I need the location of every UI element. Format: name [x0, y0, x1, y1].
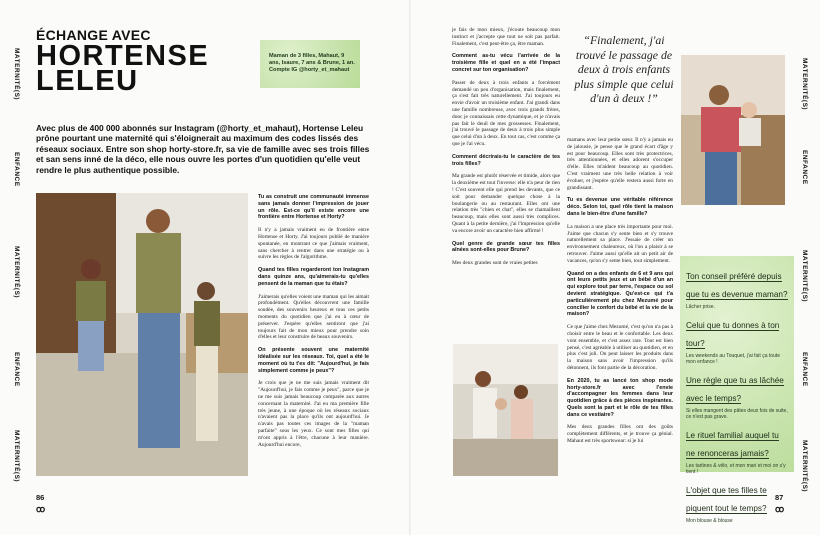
section-tab: ENFANCE [13, 152, 20, 187]
section-tab: MATERNITÉ(S) [13, 48, 20, 101]
section-tab: MATERNITÉ(S) [801, 58, 808, 111]
page-gutter [409, 0, 411, 535]
section-tab: ENFANCE [13, 352, 20, 387]
interview-answer: Mes deux grandes filles ont des goûts complètement différents, et je trouve ça génial. Mahaut est très sportswear: si je lui [567, 424, 673, 445]
headline-line: LELEU [36, 65, 139, 97]
bio-text: Maman de 3 filles, Mahaut, 9 ans, Isaure, 7 ans & Brune, 1 an. Compte IG @horty_et_mahaut [269, 53, 355, 73]
qa-question: Celui que tu donnes à ton tour? [686, 321, 780, 348]
qa-item [686, 480, 788, 524]
interview-question: Quand on a des enfants de 6 et 9 ans qui ont leurs petits jeux et un bébé d'un an qui explore tout par terre, l'espace ou sol devient stratégique. Qu'est-ce qui t'a particulièrement plu chez Mezumé pour concilier le confort du bébé et la vie de la maison? [567, 270, 673, 318]
family-photo [36, 193, 248, 476]
interview-question: Quand tes filles regarderont ton Instagram dans quinze ans, qu'aimerais-tu qu'elles pensent de la maman que tu étais? [258, 267, 369, 287]
interview-question: Tu es devenue une véritable référence déco. Selon toi, quel rôle tient la maison dans le bien-être d'une famille? [567, 197, 673, 217]
interview-question: Tu as construit une communauté immense sans jamais donner l'impression de jouer un rôle. Est-ce qu'il existe encore une frontière entre Hortense et Horty? [258, 194, 369, 221]
article-column [452, 27, 560, 273]
interview-answer: Il n'y a jamais vraiment eu de frontière entre Hortense et Horty. J'ai toujours publié de manière spontanée, en montrant ce que j'aimais vraiment, sans chercher à rentrer dans une stratégie ou à suivre les règles de l'algorithme. [258, 227, 369, 261]
article-column [567, 137, 673, 451]
page-number-left: 86 [36, 493, 45, 502]
headline-line: HORTENSE [36, 40, 210, 72]
section-tab: ENFANCE [801, 150, 808, 185]
section-tab: ENFANCE [801, 352, 808, 387]
qa-item [686, 370, 788, 420]
qa-answer: Si elles mangent des pâtes deux fois de suite, ce n'est pas grave. [686, 408, 788, 420]
section-tab: MATERNITÉ(S) [801, 440, 808, 493]
interview-answer: La maison a une place très importante pour moi. J'aime que chacun s'y sente bien et s'y trouve naturellement sa place. J'essaie de créer un environnement chaleureux, où l'on a plaisir à se retrouver. J'aime aussi qu'elle ait un petit air de vacances, qu'on s'y sente bien, tout simplement. [567, 223, 673, 264]
sisters-photo [453, 344, 558, 476]
interview-answer: Mes deux grandes sont de vraies petites [452, 260, 538, 267]
mother-baby-photo [681, 55, 785, 205]
interview-question: Comment as-tu vécu l'arrivée de la troisième fille et quel en a été l'impact concret sur ton organisation? [452, 53, 560, 73]
article-intro: Avec plus de 400 000 abonnés sur Instagram (@horty_et_mahaut), Hortense Leleu prône pourtant une maternité qui s'éloignerait au maximum des codes lissés des réseaux sociaux. Entre son shop horty-store.fr, sa vie de famille avec ses trois filles et san sens inné de la déco, elle nous ouvre les portes d'un quotidien qu'elle veut rendre le plus authentique possible. [36, 123, 370, 175]
qa-item [686, 425, 788, 475]
interview-answer: Ce que j'aime chez Mezumé, c'est qu'on n'a pas à choisir entre le beau et le confortable. Les deux vont ensemble, et c'est assez rare. Tout est bien pensé, c'est agréable à utiliser au quotidien, et en plus c'est joli. On peut laisser les produits dans la maison sans avoir l'impression qu'ils détonnent, ils font partie de la décoration. [567, 324, 673, 371]
section-tab: MATERNITÉ(S) [13, 246, 20, 299]
article-column [258, 194, 369, 454]
interview-answer: Ma grande est plutôt réservée et timide, alors que la deuxième est tout l'inverse: elle n'a peur de rien ! C'est souvent elle qui prend les devants, que ce soit pour demander quelque chose à la boulangerie ou au restaurant. Elles ont une relation très "chien et chat", elles se chamaillent beaucoup, mais elles sont aussi très complices. Quant à la petite dernière, j'ai l'impression qu'elle va encore avoir un caractère bien affirmé ! [452, 173, 560, 234]
qa-answer: Mon blouse & blouse [686, 518, 733, 524]
interview-answer: J'aimerais qu'elles voient une maman qui les aimait profondément. Qu'elles découvrent une famille soudée, des souvenirs heureux et tous ces petits moments du quotidien que j'ai eu à cœur de préserver. J'espère qu'elles sentiront que j'ai toujours fait de mon mieux pour prendre soin d'elles et leur construire de beaux souvenirs. [258, 293, 369, 341]
section-tab: MATERNITÉ(S) [801, 250, 808, 303]
qa-answer: Lâcher prise. [686, 304, 715, 310]
article-headline [36, 40, 266, 97]
interview-answer: Je crois que je ne me suis jamais vraiment dit "Aujourd'hui, je fais comme je peux", parce que je ne me suis jamais beaucoup comparée aux autres concernant la maternité. J'ai eu ma première fille très jeune, à une époque où les réseaux sociaux n'avaient pas la place qu'ils ont aujourd'hui. Je n'avais pas toutes ces images de la "maman parfaite" sous les yeux. Ce sont mes filles qui m'ont appris à l'être, chacune à leur manière. Aujourd'hui encore, [258, 380, 369, 448]
qa-question: Une règle que tu as lâchée avec le temps? [686, 376, 784, 403]
bio-box [260, 40, 360, 88]
interview-answer: mamans avec leur petite sœur. Il n'y a jamais eu de jalousie, je pense que le grand écart d'âge y est pour beaucoup. Elles sont très protectrices, très attentionnées, et elles adorent s'occuper d'elle. Elles m'aident beaucoup au quotidien. C'est vraiment une très belle relation à voir évoluer, et j'espère qu'elle restera aussi forte en grandissant. [567, 137, 673, 191]
qa-question: Ton conseil préféré depuis que tu es devenue maman? [686, 272, 788, 299]
interview-question: Comment décrirais-tu le caractère de tes trois filles? [452, 153, 560, 167]
interview-question: Quel genre de grande sœur tes filles aînées sont-elles pour Brune? [452, 240, 560, 254]
qa-answer: Les weekends au Touquet, j'ai fait ça toute mon enfance ! [686, 353, 780, 365]
qa-answer: Les tartines & vélo, et mon mari et moi on s'y tient ! [686, 463, 786, 475]
magazine-logo-icon: ꝏ [36, 504, 45, 514]
interview-answer: je fais de mon mieux, j'écoute beaucoup mon instinct et j'accepte que tout ne soit pas parfait. Finalement, c'est peut-être ça, être maman. [452, 27, 560, 47]
interview-question: En 2020, tu as lancé ton shop mode horty-store.fr avec l'envie d'accompagner les femmes dans leur quotidien grâce à des pièces inspirantes. Quels sont la part et le rôle de tes filles dans ce vestiaire? [567, 377, 673, 418]
interview-answer: Passer de deux à trois enfants a forcément demandé un peu d'organisation, mais finalement, ça s'est fait très naturellement. J'ai toujours eu envie d'avoir un troisième enfant. J'ai grandi dans une famille nombreuse, avec trois grands frères, donc je connaissais cette dynamique, et je n'avais pas fait le deuil de mes grossesses. Finalement, j'ai trouvé le passage de deux à trois plus simple que celui d'un à deux. En tout cas, c'est comme ça que je l'ai vécu. [452, 79, 560, 147]
qa-question: L'objet que tes filles te piquent tout le temps? [686, 486, 767, 513]
qa-question: Le rituel familial auquel tu ne renonceras jamais? [686, 431, 779, 458]
qa-item [686, 315, 788, 365]
qa-item [686, 266, 788, 310]
page-number-right: 87 [775, 493, 784, 502]
magazine-logo-icon: ꝏ [775, 504, 784, 514]
pull-quote: “Finalement, j'ai trouvé le passage de deux à trois enfants plus simple que celui d'un à deux !” [574, 33, 674, 105]
section-tab: MATERNITÉ(S) [13, 430, 20, 483]
article-kicker: ÉCHANGE AVEC [36, 27, 151, 43]
interview-question: On présente souvent une maternité idéalisée sur les réseaux. Toi, quel a été le moment où tu t'es dit: "Aujourd'hui, je fais simplement comme je peux"? [258, 347, 369, 374]
